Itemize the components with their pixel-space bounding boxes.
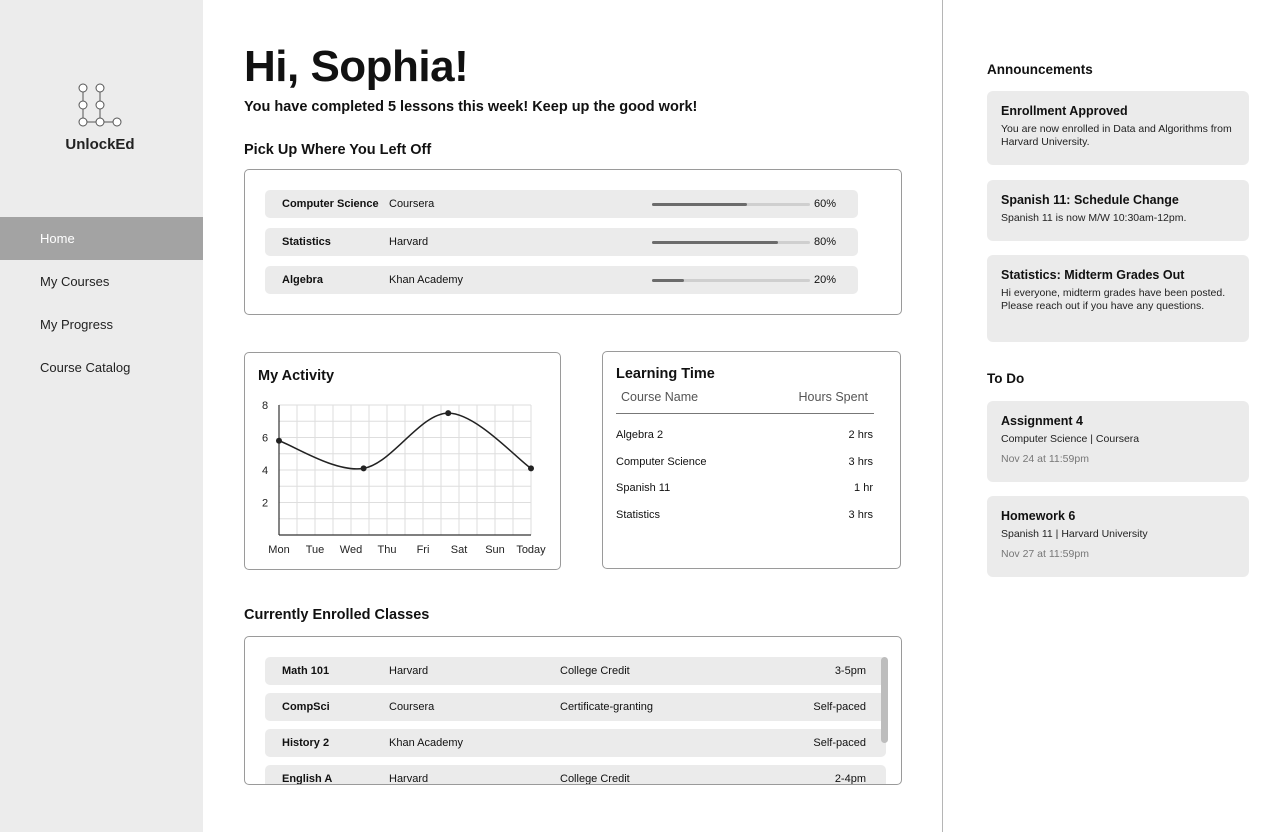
course-name: Computer Science — [282, 198, 379, 210]
course-name: History 2 — [282, 737, 330, 749]
course-name: Algebra — [282, 274, 323, 286]
progress-fill — [652, 279, 684, 282]
x-tick-label: Mon — [268, 544, 290, 556]
progress-percent: 60% — [814, 198, 837, 210]
activity-chart — [245, 353, 560, 569]
header-divider — [616, 413, 874, 414]
data-point — [528, 465, 534, 471]
announcement-card[interactable] — [987, 255, 1249, 342]
announcements-title: Announcements — [987, 62, 1093, 77]
announcement-title: Enrollment Approved — [1001, 104, 1128, 118]
course-provider: Harvard — [389, 665, 429, 677]
todo-item-due: Nov 24 at 11:59pm — [1001, 453, 1089, 465]
course-time: 2-4pm — [834, 773, 866, 785]
learning-time-title: Learning Time — [616, 366, 715, 382]
course-name: CompSci — [282, 701, 330, 713]
todo-title: To Do — [987, 371, 1025, 386]
announcement-body: Hi everyone, midterm grades have been posted. Please reach out if you have any questions. — [1001, 287, 1226, 312]
scrollbar[interactable] — [881, 657, 888, 743]
brand-name: UnlockEd — [65, 136, 135, 153]
enrolled-panel — [244, 636, 902, 785]
col-header-hours: Hours Spent — [798, 390, 868, 404]
enrolled-row[interactable] — [265, 657, 886, 685]
course-name: Statistics — [616, 509, 661, 521]
course-name: Statistics — [282, 236, 331, 248]
enrolled-row[interactable] — [265, 765, 886, 785]
course-type: Certificate-granting — [560, 701, 653, 713]
course-provider: Khan Academy — [389, 737, 463, 749]
announcement-card[interactable] — [987, 91, 1249, 165]
course-provider: Khan Academy — [389, 274, 463, 286]
course-provider: Coursera — [389, 701, 435, 713]
y-tick-label: 4 — [261, 465, 269, 477]
progress-fill — [652, 203, 747, 206]
col-header-course: Course Name — [621, 390, 699, 404]
y-tick-label: 8 — [261, 400, 269, 412]
progress-bar — [652, 241, 810, 244]
x-tick-label: Thu — [377, 544, 397, 556]
todo-item-due: Nov 27 at 11:59pm — [1001, 548, 1089, 560]
sidebar-item-course-catalog[interactable]: Course Catalog — [40, 360, 131, 375]
pickup-panel — [244, 169, 902, 315]
todo-item-course: Spanish 11 | Harvard University — [1001, 528, 1148, 540]
page-title: Hi, Sophia! — [244, 42, 469, 91]
course-time: Self-paced — [813, 701, 866, 713]
x-tick-label: Sat — [450, 544, 468, 556]
course-name: Spanish 11 — [616, 482, 671, 494]
announcement-body: You are now enrolled in Data and Algorithms from Harvard University. — [1001, 123, 1232, 148]
course-type: College Credit — [560, 665, 630, 677]
todo-item-title: Assignment 4 — [1001, 414, 1083, 428]
y-tick-label: 2 — [261, 497, 269, 510]
sidebar-item-my-progress[interactable]: My Progress — [40, 317, 113, 332]
progress-bar — [652, 203, 810, 206]
data-point — [276, 438, 282, 444]
pickup-title: Pick Up Where You Left Off — [244, 142, 432, 158]
enrolled-row[interactable] — [265, 729, 886, 757]
x-tick-label: Wed — [339, 544, 363, 556]
x-tick-label: Today — [516, 544, 546, 556]
course-provider: Harvard — [389, 236, 429, 248]
sidebar — [0, 0, 203, 832]
progress-bar — [652, 279, 810, 282]
announcement-body: Spanish 11 is now M/W 10:30am-12pm. — [1001, 212, 1187, 224]
sidebar-item-home[interactable]: Home — [0, 217, 203, 260]
announcement-card[interactable] — [987, 180, 1249, 241]
unlocked-logo-icon — [70, 80, 130, 130]
hours-spent: 2 hrs — [848, 429, 873, 441]
pickup-row[interactable] — [265, 228, 858, 256]
activity-card — [244, 352, 561, 570]
course-name: Math 101 — [282, 665, 330, 677]
panel-divider — [942, 0, 943, 832]
page-subtitle: You have completed 5 lessons this week! Keep up the good work! — [244, 99, 698, 115]
hours-spent: 1 hr — [854, 482, 873, 494]
hours-spent: 3 hrs — [848, 509, 873, 521]
pickup-row[interactable] — [265, 190, 858, 218]
announcement-title: Spanish 11: Schedule Change — [1001, 193, 1179, 207]
x-tick-label: Fri — [416, 544, 430, 556]
course-name: Computer Science — [616, 456, 707, 468]
course-provider: Coursera — [389, 198, 435, 210]
course-name: English A — [282, 773, 333, 785]
data-point — [445, 410, 451, 416]
x-tick-label: Tue — [305, 544, 325, 556]
todo-card[interactable] — [987, 496, 1249, 577]
sidebar-item-my-courses[interactable]: My Courses — [40, 274, 110, 289]
progress-fill — [652, 241, 778, 244]
course-time: 3-5pm — [834, 665, 866, 677]
enrolled-title: Currently Enrolled Classes — [244, 607, 430, 623]
pickup-row[interactable] — [265, 266, 858, 294]
todo-card[interactable] — [987, 401, 1249, 482]
data-point — [361, 465, 367, 471]
hours-spent: 3 hrs — [848, 456, 873, 468]
activity-title: My Activity — [258, 368, 335, 384]
y-tick-label: 6 — [261, 432, 269, 445]
learning-time-card — [602, 351, 901, 569]
progress-percent: 20% — [814, 274, 837, 286]
announcement-title: Statistics: Midterm Grades Out — [1001, 268, 1185, 282]
todo-item-course: Computer Science | Coursera — [1001, 433, 1140, 445]
course-time: Self-paced — [813, 737, 866, 749]
todo-item-title: Homework 6 — [1001, 509, 1076, 523]
course-name: Algebra 2 — [616, 429, 664, 441]
enrolled-row[interactable] — [265, 693, 886, 721]
course-type: College Credit — [560, 773, 630, 785]
x-tick-label: Sun — [485, 544, 505, 556]
progress-percent: 80% — [814, 236, 837, 248]
course-provider: Harvard — [389, 773, 429, 785]
